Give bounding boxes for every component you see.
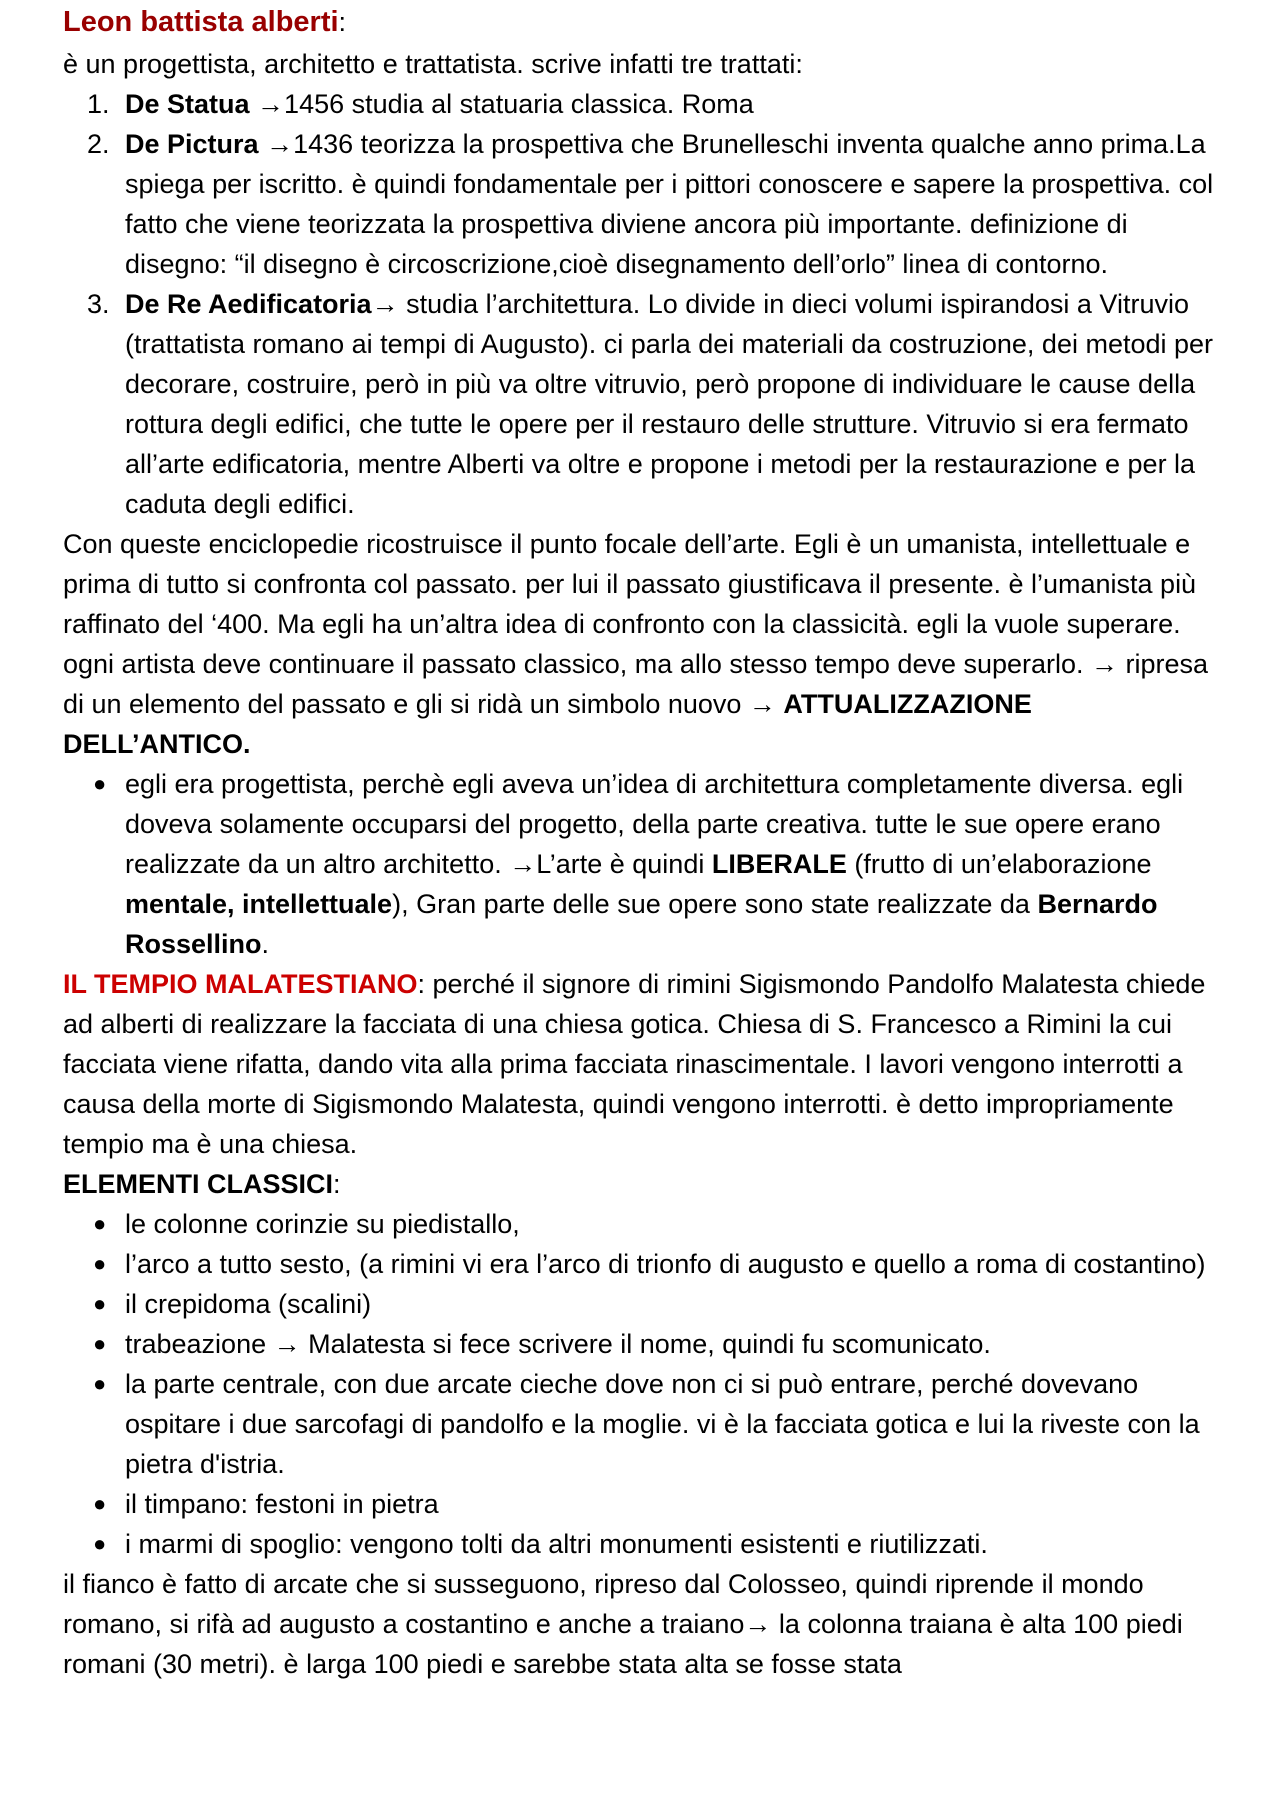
- bold-term: mentale, intellettuale: [125, 889, 393, 919]
- tempio-paragraph: [63, 964, 1223, 1164]
- treatise-text: →1456 studia al statuaria classica. Roma: [249, 89, 754, 119]
- treatise-item-de-statua: [63, 84, 1223, 124]
- closing-paragraph: il fianco è fatto di arcate che si susseguono, ripreso dal Colosseo, quindi riprende il mondo romano, si rifà ad augusto a costantino e anche a traiano→ la colonna traiana è alta 100 piedi romani (30 metri). è larga 100 piedi e sarebbe stata alta se fosse stata: [63, 1569, 1183, 1679]
- list-item: [63, 1364, 1223, 1484]
- text-segment: egli era progettista, perchè egli aveva un’idea di architettura completamente diversa. egli doveva solamente occuparsi del progetto, della parte creativa. tutte le sue opere erano realizzate da un altro architetto. →L’arte è quindi: [125, 769, 1184, 879]
- list-item: [63, 1284, 1223, 1324]
- list-number: 1.: [87, 89, 110, 119]
- bullet-icon: ●: [93, 1251, 107, 1276]
- treatise-list: [63, 84, 1223, 524]
- heading-colon: :: [333, 1169, 341, 1199]
- bullet-icon: ●: [93, 1531, 107, 1556]
- title-colon: :: [338, 7, 347, 37]
- treatise-title: De Pictura: [125, 129, 259, 159]
- bullet-icon: ●: [93, 1211, 107, 1236]
- bold-term: Bernardo Rossellino: [125, 889, 1158, 959]
- section-heading-elementi: ELEMENTI CLASSICI: [63, 1169, 334, 1199]
- treatise-text: →1436 teorizza la prospettiva che Brunelleschi inventa qualche anno prima.La spiega per iscritto. è quindi fondamentale per i pittori conoscere e sapere la prospettiva. col fatto che viene teorizzata la prospettiva diviene ancora più importante. definizione di disegno: “il disegno è circoscrizione,cioè disegnamento dell’orlo” linea di contorno.: [125, 129, 1214, 279]
- treatise-text: → studia l’architettura. Lo divide in dieci volumi ispirandosi a Vitruvio (trattatista romano ai tempi di Augusto). ci parla dei materiali da costruzione, dei metodi per decorare, costruire, però in più va oltre vitruvio, però propone di individuare le cause della rottura degli edifici, che tutte le opere per il restauro delle strutture. Vitruvio si era fermato all’arte edificatoria, mentre Alberti va oltre e propone i metodi per la restaurazione e per la caduta degli edifici.: [125, 289, 1214, 519]
- list-item: [63, 1524, 1223, 1564]
- list-item-text: trabeazione → Malatesta si fece scrivere il nome, quindi fu scomunicato.: [125, 1329, 991, 1359]
- treatise-item-de-pictura: [63, 124, 1223, 284]
- tempio-text: : perché il signore di rimini Sigismondo Pandolfo Malatesta chiede ad alberti di realizzare la facciata di una chiesa gotica. Chiesa di S. Francesco a Rimini la cui facciata viene rifatta, dando vita alla prima facciata rinascimentale. I lavori vengono interrotti a causa della morte di Sigismondo Malatesta, quindi vengono interrotti. è detto impropriamente tempio ma è una chiesa.: [63, 969, 1206, 1159]
- bullet-icon: ●: [93, 771, 107, 796]
- document-title: Leon battista alberti: [63, 6, 339, 38]
- text-segment: (frutto di un’elaborazione: [846, 849, 1152, 879]
- bullet-icon: ●: [93, 1491, 107, 1516]
- treatise-item-de-re-aedificatoria: [63, 284, 1223, 524]
- list-item-text: i marmi di spoglio: vengono tolti da altri monumenti esistenti e riutilizzati.: [125, 1529, 988, 1559]
- text-segment: ), Gran parte delle sue opere sono state realizzate da: [392, 889, 1038, 919]
- encyclopedia-paragraph: [63, 524, 1223, 764]
- intro-paragraph: è un progettista, architetto e trattatista. scrive infatti tre trattati:: [63, 49, 803, 79]
- bold-term: LIBERALE: [711, 849, 847, 879]
- treatise-title: De Re Aedificatoria: [125, 289, 372, 319]
- bullet-icon: ●: [93, 1371, 107, 1396]
- elementi-list: [63, 1204, 1223, 1564]
- list-item-text: il crepidoma (scalini): [125, 1289, 372, 1319]
- list-item-text: l’arco a tutto sesto, (a rimini vi era l’arco di trionfo di augusto e quello a roma di costantino): [125, 1249, 1206, 1279]
- elementi-heading-line: [63, 1164, 1223, 1204]
- text-segment: .: [261, 929, 270, 959]
- list-item: [63, 1244, 1223, 1284]
- list-item-text: la parte centrale, con due arcate cieche dove non ci si può entrare, perché dovevano ospitare i due sarcofagi di pandolfo e la moglie. vi è la facciata gotica e lui la riveste con la pietra d'istria.: [125, 1369, 1200, 1479]
- treatise-title: De Statua: [125, 89, 250, 119]
- list-item-text: le colonne corinzie su piedistallo,: [125, 1209, 520, 1239]
- list-item-text: il timpano: festoni in pietra: [125, 1489, 439, 1519]
- list-number: 2.: [87, 129, 110, 159]
- list-item: [63, 1324, 1223, 1364]
- list-number: 3.: [87, 289, 110, 319]
- bullet-icon: ●: [93, 1291, 107, 1316]
- heading-line: [63, 0, 1223, 44]
- paragraph-text: Con queste enciclopedie ricostruisce il punto focale dell’arte. Egli è un umanista, intellettuale e prima di tutto si confronta col passato. per lui il passato giustificava il presente. è l’umanista più raffinato del ‘400. Ma egli ha un’altra idea di confronto con la classicità. egli la vuole superare. ogni artista deve continuare il passato classico, ma allo stesso tempo deve superarlo. → ripresa di un elemento del passato e gli si ridà un simbolo nuovo →: [63, 529, 1209, 719]
- list-item: [63, 1204, 1223, 1244]
- list-item: [63, 764, 1223, 964]
- section-heading-tempio: IL TEMPIO MALATESTIANO: [63, 969, 418, 999]
- progettista-list: [63, 764, 1223, 964]
- paragraph-bold-term: ATTUALIZZAZIONE DELL’ANTICO.: [63, 689, 1032, 759]
- bullet-icon: ●: [93, 1331, 107, 1356]
- list-item: [63, 1484, 1223, 1524]
